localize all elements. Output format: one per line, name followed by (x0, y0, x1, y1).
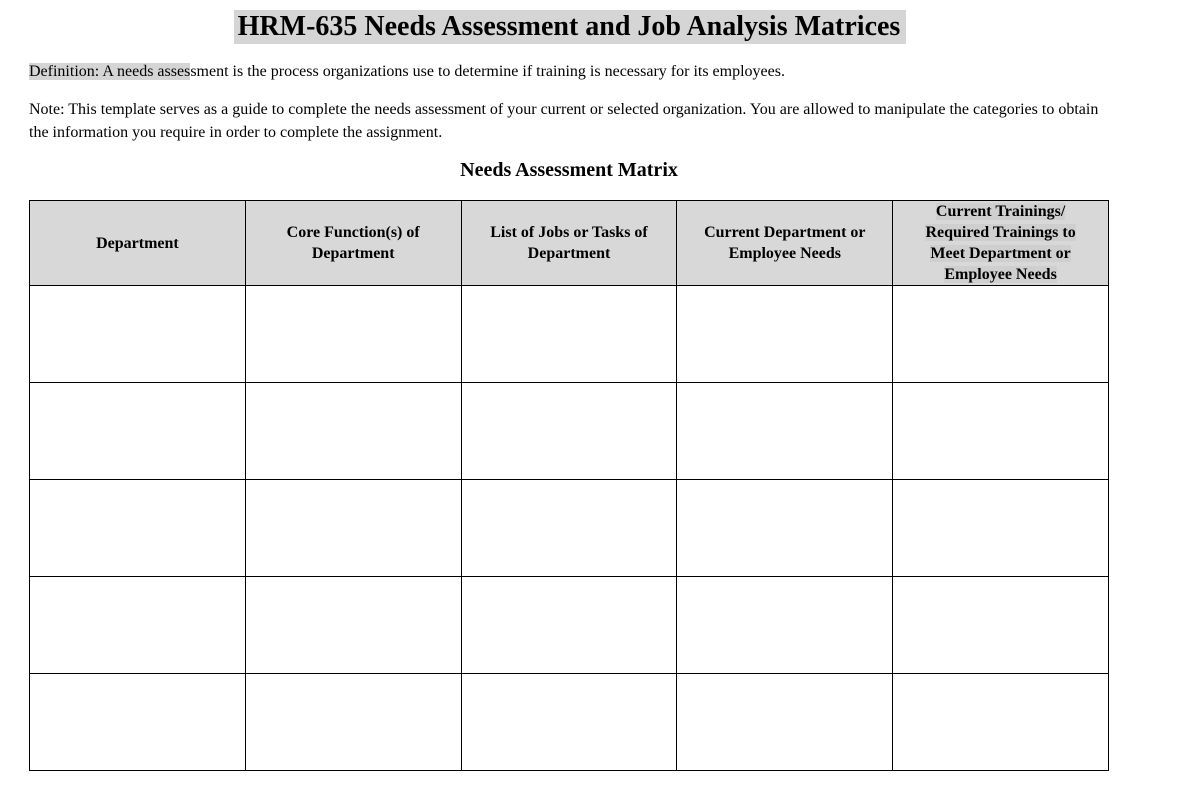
table-cell[interactable] (893, 286, 1109, 383)
table-cell[interactable] (245, 674, 461, 771)
table-cell[interactable] (677, 577, 893, 674)
table-cell[interactable] (245, 383, 461, 480)
trainings-header-line: Required Trainings to (925, 224, 1076, 241)
trainings-header-line: Current Trainings/ (935, 203, 1066, 220)
column-header-jobs-tasks: List of Jobs or Tasks of Department (461, 201, 677, 286)
table-cell[interactable] (245, 286, 461, 383)
table-cell[interactable] (461, 286, 677, 383)
definition-highlighted-text: Definition: A needs asses (29, 63, 191, 80)
table-row (30, 480, 1109, 577)
table-cell[interactable] (893, 383, 1109, 480)
document-title-wrapper (0, 10, 1140, 44)
table-cell[interactable] (30, 577, 246, 674)
note-paragraph: Note: This template serves as a guide to complete the needs assessment of your current or selected organization. You are allowed to manipulate the categories to obtain the information you require in order to complete the assignment. (29, 101, 1099, 141)
table-cell[interactable] (677, 674, 893, 771)
table-row (30, 674, 1109, 771)
table-cell[interactable] (677, 383, 893, 480)
table-cell[interactable] (893, 674, 1109, 771)
table-cell[interactable] (461, 577, 677, 674)
matrix-header-row (30, 201, 1109, 286)
column-header-core-functions: Core Function(s) of Department (245, 201, 461, 286)
column-header-trainings (893, 201, 1109, 286)
table-cell[interactable] (677, 480, 893, 577)
table-cell[interactable] (30, 674, 246, 771)
table-cell[interactable] (893, 577, 1109, 674)
trainings-header-line: Employee Needs (944, 266, 1057, 283)
trainings-header-text (925, 201, 1075, 285)
table-cell[interactable] (461, 674, 677, 771)
trainings-header-line: Meet Department or (930, 245, 1071, 262)
table-cell[interactable] (245, 577, 461, 674)
table-row (30, 577, 1109, 674)
definition-text: sment is the process organizations use to determine if training is necessary for its employees. (190, 63, 785, 80)
table-row (30, 286, 1109, 383)
table-cell[interactable] (893, 480, 1109, 577)
table-cell[interactable] (245, 480, 461, 577)
table-cell[interactable] (461, 480, 677, 577)
column-header-department: Department (30, 201, 246, 286)
matrix-title: Needs Assessment Matrix (460, 159, 678, 181)
needs-assessment-matrix (29, 200, 1109, 771)
table-row (30, 383, 1109, 480)
definition-paragraph (29, 62, 1139, 82)
column-header-needs: Current Department or Employee Needs (677, 201, 893, 286)
table-cell[interactable] (677, 286, 893, 383)
table-cell[interactable] (30, 383, 246, 480)
table-cell[interactable] (30, 480, 246, 577)
table-cell[interactable] (461, 383, 677, 480)
table-cell[interactable] (30, 286, 246, 383)
document-title: HRM-635 Needs Assessment and Job Analysis Matrices (234, 10, 907, 44)
